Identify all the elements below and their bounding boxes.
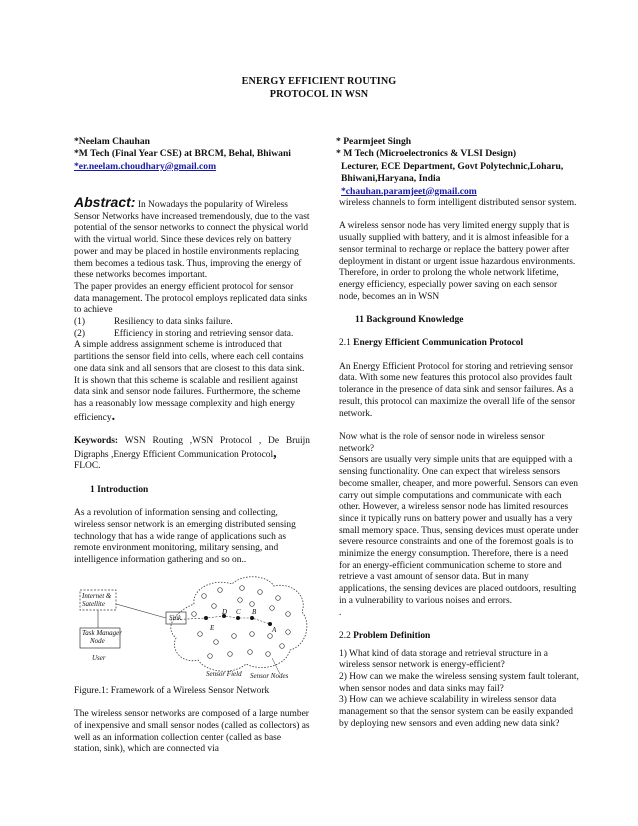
figure-label-c: C: [236, 607, 241, 616]
closing-paragraph: The wireless sensor networks are composed of a large number of inexpensive and small sensor nodes (called as collectors) as well as an information collection center (called as base station, sink), which are connected via: [74, 709, 310, 755]
figure-label-a: A: [272, 625, 277, 634]
left-column: [74, 194, 310, 756]
list-item-text: Efficiency in storing and retrieving sensor data.: [114, 328, 294, 339]
sensor-field-cloud: [171, 576, 307, 671]
figure-label-node: Node: [90, 636, 105, 645]
figure-label-sensor-nodes: Sensor Nodes: [250, 671, 289, 680]
section-heading-background: 11 Background Knowledge: [355, 315, 464, 325]
question-2: 2) How can we make the wireless sensing system fault tolerant, when sensor nodes and data sinks may fail?: [339, 672, 579, 694]
author-location: Bhiwani,Haryana, India: [341, 173, 441, 185]
author-name: * Pearmjeet Singh: [336, 136, 412, 147]
abstract-text-3: [74, 340, 310, 424]
author-block-left: [74, 136, 334, 173]
abstract-text: In Nowadays the popularity of Wireless Sensor Networks have increased tremendously, due to the vast potential of the sensor networks to connect the physical world with the virtual world. Since these devices rely on battery power and may be placed in hostile environments replacing them becomes a tedious task. Thus, improving the energy of these networks becomes important.: [74, 200, 310, 281]
paragraph: An Energy Efficient Protocol for storing and retrieving sensor data. With some new features this protocol also provides fault tolerance in the presence of data sink and sensor failures. As a result, this protocol can maximize the overall life of the sensor network.: [339, 361, 576, 419]
figure-label-satellite: Satellite: [82, 599, 105, 608]
paragraph: Sensors are usually very simple units that are equipped with a sensing functionality. One can expect that wireless sensors become smaller, cheaper, and more powerful. Sensors can even carry out simple computations and communicate with each other. However, a wireless sensor node has limited resources since it typically runs on battery power and usually has a very small memory space. Thus, sensing devices must operate under severe resource constraints and one of the foremost goals is to minimize the energy consumption. Therefore, there is a need for an energy-efficient communication scheme to store and retrieve a vast amount of sensor data. But in many applications, the sensing devices are placed outdoors, resulting in a vulnerability to various noises and errors.: [339, 455, 579, 606]
figure-label-user: User: [92, 653, 106, 662]
keywords-text: WSN Routing ,WSN Protocol , De Bruijn Digraphs ,Energy Efficient Communication Protocol: [74, 436, 310, 460]
right-column: [339, 198, 579, 731]
paragraph: A wireless sensor node has very limited energy supply that is usually supplied with battery, and it is almost infeasible for a sensor terminal to recharge or replace the battery power after deployment in distant or urgent issue hazardous environments. Therefore, in order to prolong the whole network lifetime, energy efficiency, especially power saving on each sensor node, becomes an in WSN: [339, 221, 576, 302]
introduction-text: As a revolution of information sensing and collecting, wireless sensor network is an emerging distributed sensing technology that has a wide range of applications such as remote environment monitoring, military sensing, and intelligence information gathering and so on..: [74, 508, 296, 566]
title-line-2: PROTOCOL IN WSN: [269, 88, 369, 100]
list-item: [74, 317, 310, 329]
figure-label-sink: Sink: [169, 613, 182, 622]
author-affiliation: *M Tech (Final Year CSE) at BRCM, Behal, Bhiwani: [74, 148, 291, 160]
author-position: Lecturer, ECE Department, Govt Polytechnic,Loharu,: [341, 160, 564, 172]
figure-label-b: B: [252, 607, 257, 616]
wsn-framework-figure: [74, 574, 310, 682]
paper-title: [0, 76, 638, 101]
list-item-number: (1): [74, 317, 86, 328]
author-name: *Neelam Chauhan: [74, 136, 150, 147]
abstract-heading: Abstract:: [74, 194, 136, 210]
abstract-text-2: The paper provides an energy efficient protocol for sensor data management. The protocol employs replicated data sinks to achieve: [74, 281, 308, 316]
figure-caption: Figure.1: Framework of a Wireless Sensor Network: [74, 685, 270, 696]
author-email-link[interactable]: *er.neelam.choudhary@gmail.com: [74, 160, 217, 172]
question-1: 1) What kind of data storage and retrieval structure in a wireless sensor network is energy-efficient?: [339, 648, 548, 671]
figure-label-d: D: [222, 607, 228, 616]
list-item: [74, 329, 310, 341]
subsection-heading-2-2: [339, 631, 579, 643]
keywords: [74, 436, 310, 473]
paragraph: Now what is the role of sensor node in wireless sensor network?: [339, 431, 545, 454]
figure-label-task-manager: Task Manager: [82, 628, 122, 637]
subsection-number: 2.2: [339, 630, 351, 641]
paragraph: .: [339, 607, 342, 618]
subsection-number: 2.1: [339, 338, 351, 349]
question-3: 3) How can we achieve scalability in wireless sensor data management so that the sensor system can be easily expanded by deploying new sensors and even adding new data sink?: [339, 695, 574, 729]
abstract-end-period: .: [111, 408, 116, 424]
figure-label-e: E: [210, 623, 215, 632]
figure-label-internet: Internet &: [82, 591, 112, 600]
abstract-paragraph: [74, 194, 310, 282]
keywords-tail: FLOC.: [74, 461, 101, 472]
list-item-number: (2): [74, 328, 86, 339]
keywords-heading: Keywords:: [74, 436, 119, 447]
section-heading-introduction: 1 Introduction: [90, 484, 149, 495]
internet-to-sink-link: [116, 604, 166, 618]
author-email-link[interactable]: *chauhan.paramjeet@gmail.com: [341, 185, 477, 197]
sensor-nodes: [192, 585, 291, 658]
routing-path-line: [169, 613, 270, 624]
list-item-text: Resiliency to data sinks failure.: [114, 317, 233, 328]
abstract-text-3-body: A simple address assignment scheme is introduced that partitions the sensor field into cells, where each cell contains one data sink and all sensors that are closest to this data sink. It is shown that this scheme is scalable and resilient against data sink and sensor node failures. Furthermore, the scheme has a reasonably low message complexity and high energy efficiency: [74, 340, 305, 423]
author-degree: * M Tech (Microelectronics & VLSI Design): [336, 148, 517, 160]
author-block-right: [336, 136, 606, 198]
subsection-heading-2-1: [339, 338, 579, 350]
subsection-title: Energy Efficient Communication Protocol: [350, 338, 524, 349]
title-line-1: ENERGY EFFICIENT ROUTING: [241, 76, 397, 87]
subsection-title: Problem Definition: [350, 630, 431, 641]
figure-label-sensor-field: Sensor Field: [206, 669, 242, 678]
keywords-comma: ,: [273, 445, 277, 461]
paragraph: wireless channels to form intelligent distributed sensor system.: [339, 198, 577, 208]
